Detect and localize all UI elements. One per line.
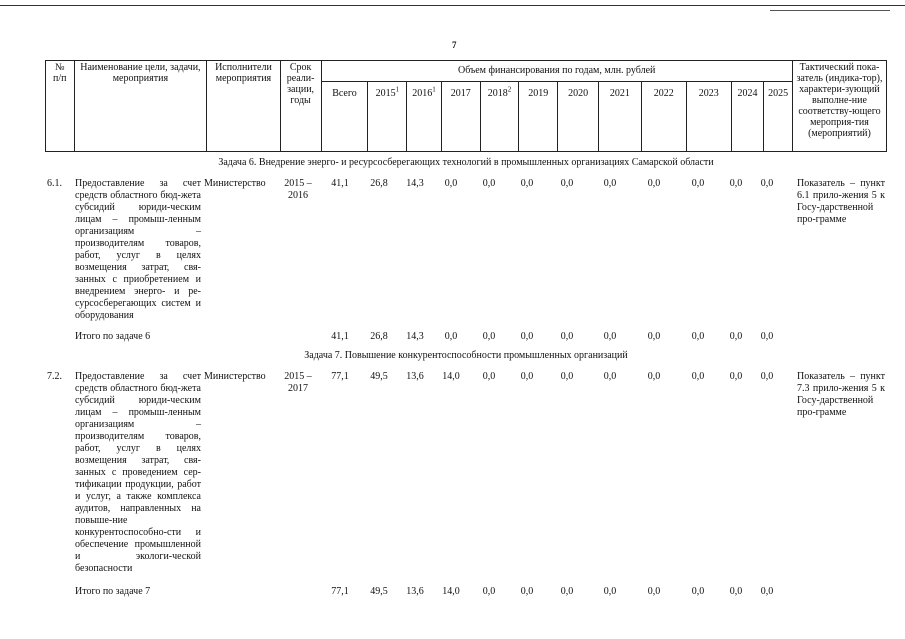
value-cell: 49,5	[370, 586, 388, 597]
value-cell: 0,0	[647, 371, 661, 382]
value-cell: 0,0	[560, 178, 574, 189]
value-cell: 0,0	[603, 371, 617, 382]
value-cell: 0,0	[520, 586, 534, 597]
header-funding-title: Объем финансирования по годам, млн. рублей	[321, 61, 792, 82]
value-cell: 14,3	[406, 178, 424, 189]
section-6-title: Задача 6. Внедрение энерго- и ресурсосберегающих технологий в промышленных организациях Самарской области	[218, 157, 714, 168]
header-year-2022: 2022	[641, 81, 686, 151]
top-rule	[0, 5, 905, 6]
value-cell: 0,0	[729, 371, 743, 382]
value-cell: 0,0	[760, 586, 774, 597]
value-cell: 0,0	[647, 586, 661, 597]
header-year-2019: 2019	[519, 81, 558, 151]
value-cell: 0,0	[691, 331, 705, 342]
value-cell: 41,1	[331, 178, 349, 189]
top-rule-short	[770, 10, 890, 11]
value-cell: 14,3	[406, 331, 424, 342]
value-cell: 0,0	[520, 331, 534, 342]
value-cell: 0,0	[603, 586, 617, 597]
value-cell: 26,8	[370, 331, 388, 342]
header-term: Срок реали-зации, годы	[280, 61, 321, 152]
value-cell: 0,0	[760, 331, 774, 342]
total-6-label: Итого по задаче 6	[75, 331, 151, 342]
value-cell: 0,0	[760, 178, 774, 189]
header-total: Всего	[321, 81, 368, 151]
header-year-2017: 2017	[441, 81, 480, 151]
value-cell: 0,0	[691, 371, 705, 382]
value-cell: 13,6	[406, 371, 424, 382]
value-cell: 41,1	[331, 331, 349, 342]
section-7-title: Задача 7. Повышение конкурентоспособности промышленных организаций	[304, 350, 628, 361]
value-cell: 0,0	[691, 178, 705, 189]
page-number: 7	[452, 40, 457, 50]
value-cell: 0,0	[760, 371, 774, 382]
value-cell: 0,0	[647, 178, 661, 189]
header-executors: Исполнители мероприятия	[207, 61, 280, 152]
value-cell: 0,0	[560, 331, 574, 342]
value-cell: 0,0	[444, 178, 458, 189]
value-cell: 0,0	[691, 586, 705, 597]
header-year-2020: 2020	[558, 81, 599, 151]
value-cell: 13,6	[406, 586, 424, 597]
header-year-2025: 2025	[764, 81, 793, 151]
header-table	[45, 60, 887, 152]
value-cell: 0,0	[729, 331, 743, 342]
value-cell: 0,0	[603, 178, 617, 189]
value-cell: 0,0	[647, 331, 661, 342]
value-cell: 14,0	[442, 586, 460, 597]
value-cell: 0,0	[482, 178, 496, 189]
value-cell: 14,0	[442, 371, 460, 382]
value-cell: 77,1	[331, 586, 349, 597]
value-cell: 0,0	[729, 586, 743, 597]
value-cell: 0,0	[482, 586, 496, 597]
header-year-2015: 2015$^1$	[368, 81, 407, 151]
item-6-1-num: 6.1.	[47, 178, 62, 189]
item-7-2-executor: Министерство	[204, 371, 266, 382]
item-6-1-executor: Министерство	[204, 178, 266, 189]
value-cell: 26,8	[370, 178, 388, 189]
header-year-2018: 2018$^2$	[480, 81, 519, 151]
item-7-2-description: Предоставление за счет средств областного бюд-жета субсидий юриди-ческим лицам – промыш-ленным организациям – производителям товаров, работ, услуг в целях возмещения затрат, свя-занных с проведением сер-тификации продукции, работ и услуг, а также комплекса аудитов, направленных на повыше-ние конкурентоспособно-сти и обеспечение промышленной и экологи-ческой безопасности	[75, 371, 201, 574]
value-cell: 0,0	[729, 178, 743, 189]
header-year-2023: 2023	[686, 81, 731, 151]
value-cell: 0,0	[560, 371, 574, 382]
item-6-1-indicator: Показатель – пункт 6.1 прило-жения 5 к Госу-дарственной про-грамме	[797, 178, 885, 225]
header-num: № п/п	[46, 61, 75, 152]
total-7-label: Итого по задаче 7	[75, 586, 151, 597]
header-year-2016: 2016$^1$	[407, 81, 442, 151]
value-cell: 0,0	[560, 586, 574, 597]
header-indicator: Тактический пока-затель (индика-тор), характери-зующий выполне-ние соответству-ющего мероприя-тия (мероприятий)	[792, 61, 886, 152]
value-cell: 0,0	[482, 331, 496, 342]
item-6-1-term: 2015 – 2016	[284, 178, 312, 201]
value-cell: 0,0	[444, 331, 458, 342]
item-7-2-indicator: Показатель – пункт 7.3 прило-жения 5 к Госу-дарственной про-грамме	[797, 371, 885, 418]
value-cell: 0,0	[603, 331, 617, 342]
value-cell: 77,1	[331, 371, 349, 382]
header-year-2024: 2024	[731, 81, 764, 151]
header-name: Наименование цели, задачи, мероприятия	[74, 61, 207, 152]
item-7-2-term: 2015 – 2017	[284, 371, 312, 394]
value-cell: 0,0	[520, 371, 534, 382]
value-cell: 0,0	[482, 371, 496, 382]
value-cell: 49,5	[370, 371, 388, 382]
item-7-2-num: 7.2.	[47, 371, 62, 382]
value-cell: 0,0	[520, 178, 534, 189]
header-year-2021: 2021	[599, 81, 642, 151]
item-6-1-description: Предоставление за счет средств областного бюд-жета субсидий юриди-ческим лицам – промыш-ленным организациям – производителям товаров, работ, услуг в целях возмещения затрат, свя-занных с приобретением и внедрением энерго- и ре-сурсосберегающих систем и оборудования	[75, 178, 201, 321]
